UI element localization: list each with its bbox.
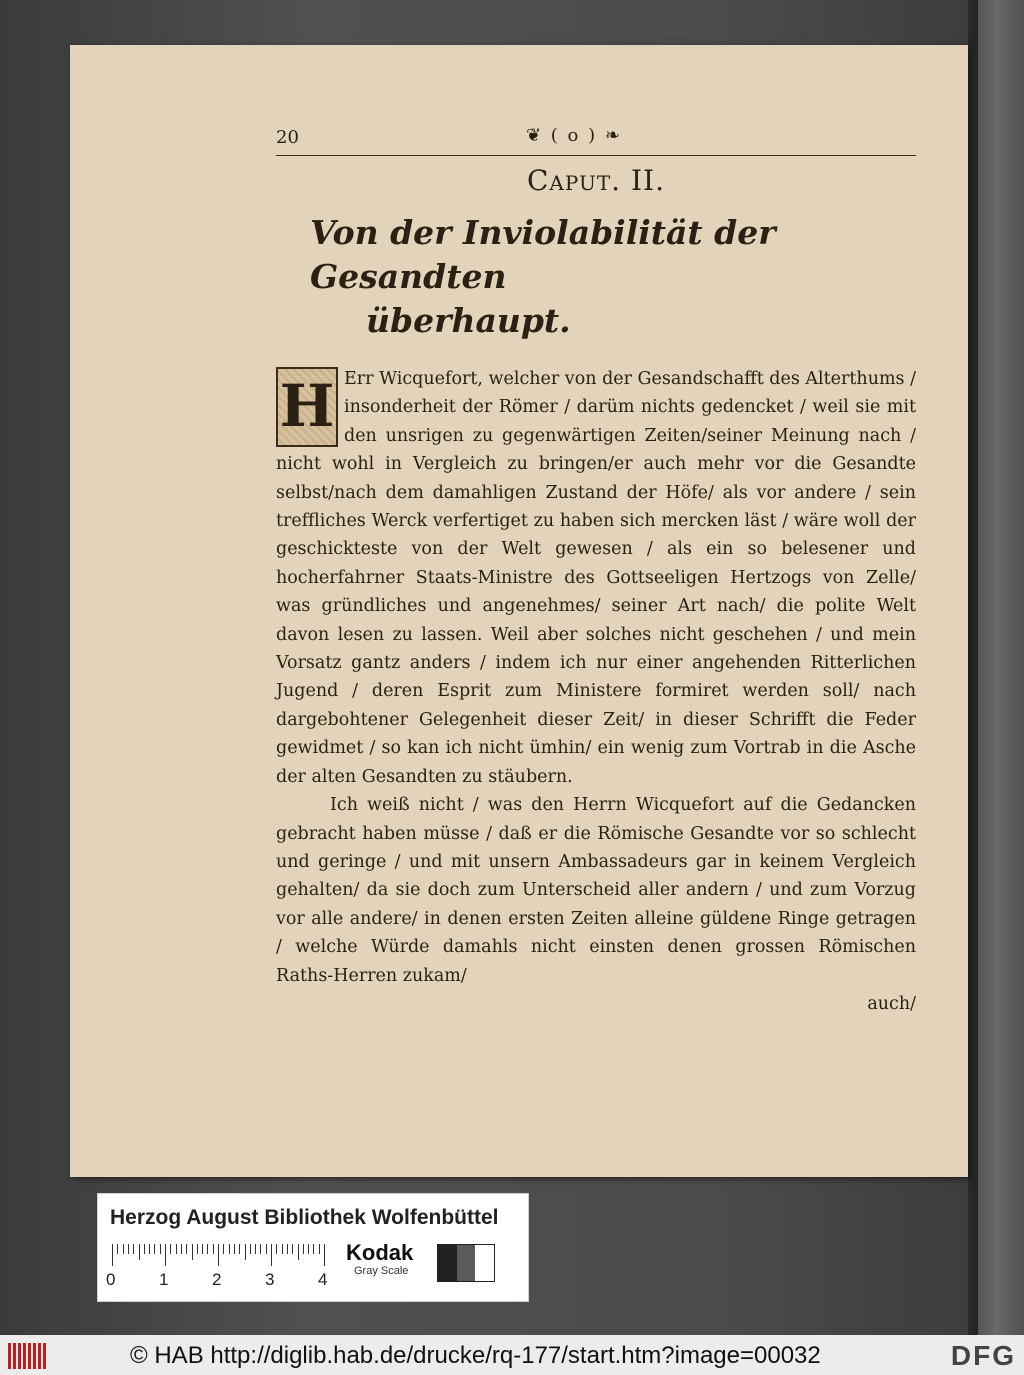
- scale-ruler: [112, 1244, 332, 1266]
- scale-label: 2: [212, 1270, 222, 1289]
- scale-label: 0: [106, 1270, 116, 1289]
- kodak-subtitle: Gray Scale: [354, 1265, 409, 1277]
- running-head: [276, 125, 916, 156]
- ruler-tick: [266, 1244, 267, 1254]
- ruler-tick: [260, 1244, 261, 1254]
- ruler-tick: [186, 1244, 187, 1254]
- ruler-tick: [282, 1244, 283, 1254]
- ruler-tick: [139, 1244, 140, 1260]
- gray-swatch: [438, 1245, 457, 1281]
- ruler-tick: [271, 1244, 272, 1266]
- page-number: 20: [276, 127, 299, 148]
- ruler-tick: [287, 1244, 288, 1254]
- gray-swatch: [457, 1245, 476, 1281]
- ruler-tick: [276, 1244, 277, 1254]
- ruler-tick: [170, 1244, 171, 1254]
- ruler-tick: [229, 1244, 230, 1254]
- ruler-tick: [298, 1244, 299, 1260]
- ruler-tick: [303, 1244, 304, 1254]
- ruler-tick: [176, 1244, 177, 1254]
- ruler-tick: [144, 1244, 145, 1254]
- ruler-tick: [202, 1244, 203, 1254]
- ruler-tick: [117, 1244, 118, 1254]
- scale-label: 4: [318, 1270, 328, 1289]
- paragraph-1-text: Err Wicquefort, welcher von der Gesandschafft des Alterthums / insonderheit der Römer / darüm nichts gedencket / weil sie mit den unsrigen zu gegenwärtigen Zeiten/seiner Meinung nach / nicht wohl in Vergleich zu bringen/er auch mehr vor die Gesandte selbst/nach dem damahligen Zustand der Höfe/ als vor andere / sein treffliches Werck verfertiget zu haben sich mercken läst / wäre woll der geschickteste von der Welt gewesen / als ein so belesener und hocherfahrner Staats-Ministre des Gottseeligen Hertzogs von Zelle/ was gründliches und angenehmes/ seiner Art nach/ die polite Welt davon lesen zu lassen. Weil aber solches nicht geschehen / und mein Vorsatz gantz anders / indem ich nur einer angehenden Ritterlichen Jugend / deren Esprit zum Ministere formiret werden soll/ nach dargebohtener Gelegenheit dieser Zeit/ in dieser Schrifft die Feder gewidmet / so kan ich nicht ümhin/ ein wenig zum Vortrab in die Asche der alten Gesandten zu stäubern.: [276, 369, 916, 787]
- book-page: [70, 45, 968, 1177]
- body-text: [276, 365, 916, 1018]
- scale-label: 1: [159, 1270, 169, 1289]
- book-edge-pages: [978, 0, 1024, 1335]
- ruler-tick: [324, 1244, 325, 1266]
- chapter-title-line-1: Von der Inviolabilität der Gesandten: [310, 213, 776, 296]
- ruler-tick: [133, 1244, 134, 1254]
- scale-label: 3: [265, 1270, 275, 1289]
- ruler-tick: [239, 1244, 240, 1254]
- ruler-tick: [207, 1244, 208, 1254]
- ruler-tick: [255, 1244, 256, 1254]
- ruler-tick: [223, 1244, 224, 1254]
- kodak-logo: Kodak: [346, 1240, 414, 1265]
- ruler-tick: [154, 1244, 155, 1254]
- ruler-tick: [245, 1244, 246, 1260]
- header-ornament: ❦ ( o ) ❧: [526, 125, 622, 146]
- paragraph-2: Ich weiß nicht / was den Herrn Wicquefort auf die Gedancken gebracht haben müsse / daß er die Römische Gesandte vor so schlecht und geringe / und mit unsern Ambassadeurs gar in keinem Vergleich gehalten/ da sie doch zum Unterscheid aller andern / und zum Vorzug vor alle andere/ in denen ersten Zeiten alleine güldene Ringe getragen / welche Würde damahls nicht einsten denen grossen Römischen Raths-Herren zukam/: [276, 795, 916, 986]
- ruler-tick: [313, 1244, 314, 1254]
- ruler-tick: [234, 1244, 235, 1254]
- gray-swatches: [437, 1244, 495, 1282]
- book-edge: [968, 0, 1024, 1335]
- paragraph-1: [276, 365, 916, 791]
- dfg-logo: DFG: [950, 1340, 1016, 1371]
- ruler-tick: [181, 1244, 182, 1254]
- ruler-tick: [250, 1244, 251, 1254]
- ruler-tick: [308, 1244, 309, 1254]
- library-name: Herzog August Bibliothek Wolfenbüttel: [110, 1206, 499, 1229]
- ruler-tick: [160, 1244, 161, 1254]
- source-url[interactable]: © HAB http://diglib.hab.de/drucke/rq-177/start.htm?image=00032: [130, 1342, 821, 1369]
- catchword: auch/: [867, 993, 916, 1014]
- ruler-tick: [165, 1244, 166, 1266]
- gray-swatch: [475, 1245, 494, 1281]
- ruler-tick: [128, 1244, 129, 1254]
- drop-cap: H: [276, 367, 338, 447]
- ruler-tick: [319, 1244, 320, 1254]
- chapter-title: [310, 211, 916, 343]
- footer-bar: [0, 1335, 1024, 1375]
- ruler-tick: [197, 1244, 198, 1254]
- ruler-tick: [192, 1244, 193, 1260]
- ruler-tick: [292, 1244, 293, 1254]
- barcode-icon: [8, 1343, 48, 1369]
- ruler-tick: [112, 1244, 113, 1266]
- ruler-tick: [218, 1244, 219, 1266]
- ruler-tick: [213, 1244, 214, 1254]
- ruler-tick: [149, 1244, 150, 1254]
- ruler-tick: [123, 1244, 124, 1254]
- chapter-title-line-2: überhaupt.: [366, 301, 571, 340]
- page-content: [276, 125, 916, 1018]
- color-calibration-card: [97, 1193, 529, 1302]
- chapter-heading: Caput. II.: [527, 164, 665, 197]
